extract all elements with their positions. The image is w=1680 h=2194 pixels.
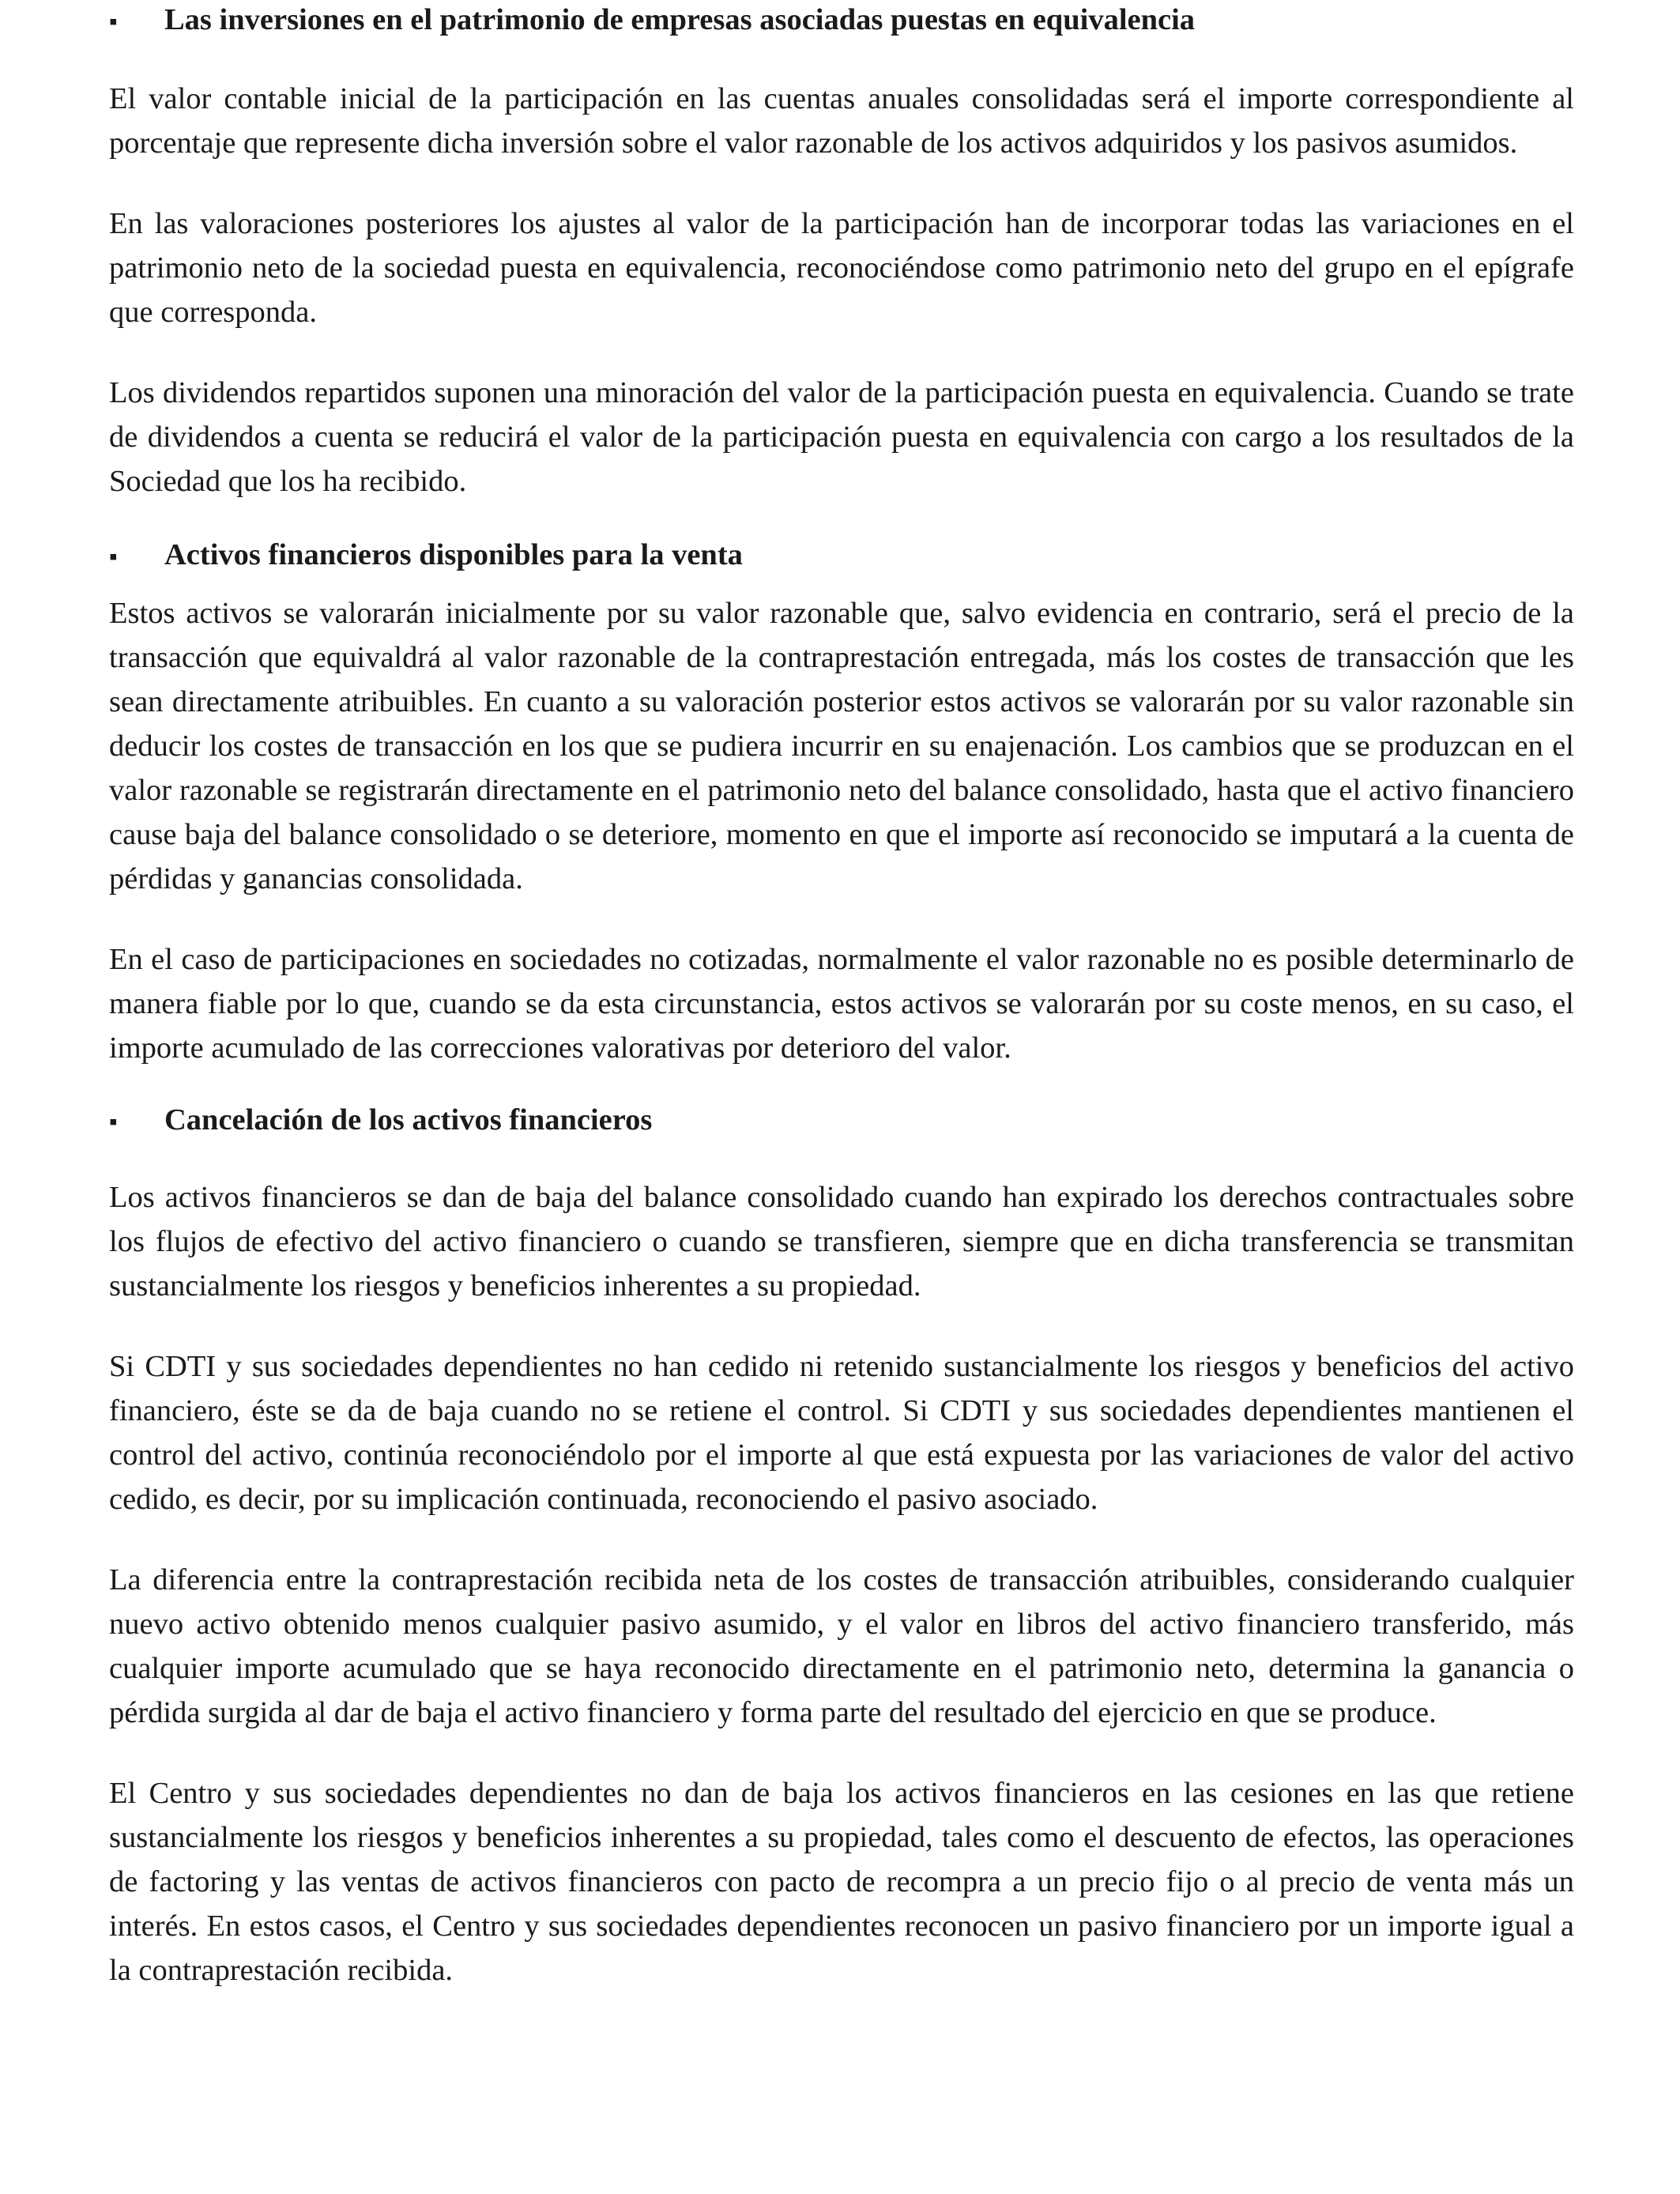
document-page [109, 0, 1574, 1992]
bullet-icon: ▪ [109, 9, 118, 35]
paragraph: En las valoraciones posteriores los ajustes al valor de la participación han de incorporar todas las variaciones en el patrimonio neto de la sociedad puesta en equivalencia, reconociéndose como patrimonio neto del grupo en el epígrafe que corresponda. [109, 207, 1574, 329]
bullet-icon: ▪ [109, 544, 118, 570]
paragraph: La diferencia entre la contraprestación recibida neta de los costes de transacción atribuibles, considerando cualquier nuevo activo obtenido menos cualquier pasivo asumido, y el valor en libros del activo financiero transferido, más cualquier importe acumulado que se haya reconocido directamente en el patrimonio neto, determina la ganancia o pérdida surgida al dar de baja el activo financiero y forma parte del resultado del ejercicio en que se produce. [109, 1563, 1574, 1729]
paragraph: Si CDTI y sus sociedades dependientes no han cedido ni retenido sustancialmente los riesgos y beneficios del activo financiero, éste se da de baja cuando no se retiene el control. Si CDTI y sus sociedades dependientes mantienen el control del activo, continúa reconociéndolo por el importe al que está expuesta por las variaciones de valor del activo cedido, es decir, por su implicación continuada, reconociendo el pasivo asociado. [109, 1350, 1574, 1516]
section-heading-asociadas [109, 0, 1574, 42]
paragraph: El valor contable inicial de la participación en las cuentas anuales consolidadas será el importe correspondiente al porcentaje que represente dicha inversión sobre el valor razonable de los activos adquiridos y los pasivos asumidos. [109, 82, 1574, 160]
paragraph: Estos activos se valorarán inicialmente por su valor razonable que, salvo evidencia en contrario, será el precio de la transacción que equivaldrá al valor razonable de la contraprestación entregada, más los costes de transacción que les sean directamente atribuibles. En cuanto a su valoración posterior estos activos se valorarán por su valor razonable sin deducir los costes de transacción en los que se pudiera incurrir en su enajenación. Los cambios que se produzcan en el valor razonable se registrarán directamente en el patrimonio neto del balance consolidado, hasta que el activo financiero cause baja del balance consolidado o se deteriore, momento en que el importe así reconocido se imputará a la cuenta de pérdidas y ganancias consolidada. [109, 597, 1574, 895]
paragraph: En el caso de participaciones en sociedades no cotizadas, normalmente el valor razonable no es posible determinarlo de manera fiable por lo que, cuando se da esta circunstancia, estos activos se valorarán por su coste menos, en su caso, el importe acumulado de las correcciones valorativas por deterioro del valor. [109, 943, 1574, 1065]
paragraph: Los dividendos repartidos suponen una minoración del valor de la participación puesta en equivalencia. Cuando se trate de dividendos a cuenta se reducirá el valor de la participación puesta en equivalencia con cargo a los resultados de la Sociedad que los ha recibido. [109, 376, 1574, 498]
section-heading-cancelacion [109, 1100, 1574, 1142]
paragraph: Los activos financieros se dan de baja del balance consolidado cuando han expirado los derechos contractuales sobre los flujos de efectivo del activo financiero o cuando se transfieren, siempre que en dicha transferencia se transmitan sustancialmente los riesgos y beneficios inherentes a su propiedad. [109, 1181, 1574, 1302]
paragraph: El Centro y sus sociedades dependientes no dan de baja los activos financieros en las cesiones en las que retiene sustancialmente los riesgos y beneficios inherentes a su propiedad, tales como el descuento de efectos, las operaciones de factoring y las ventas de activos financieros con pacto de recompra a un precio fijo o al precio de venta más un interés. En estos casos, el Centro y sus sociedades dependientes reconocen un pasivo financiero por un importe igual a la contraprestación recibida. [109, 1777, 1574, 1987]
section-heading-text: Activos financieros disponibles para la venta [164, 538, 743, 571]
section-heading-disponibles-venta [109, 535, 1574, 577]
section-heading-text: Las inversiones en el patrimonio de empresas asociadas puestas en equivalencia [164, 3, 1196, 36]
bullet-icon: ▪ [109, 1109, 118, 1135]
section-heading-text: Cancelación de los activos financieros [164, 1103, 653, 1137]
